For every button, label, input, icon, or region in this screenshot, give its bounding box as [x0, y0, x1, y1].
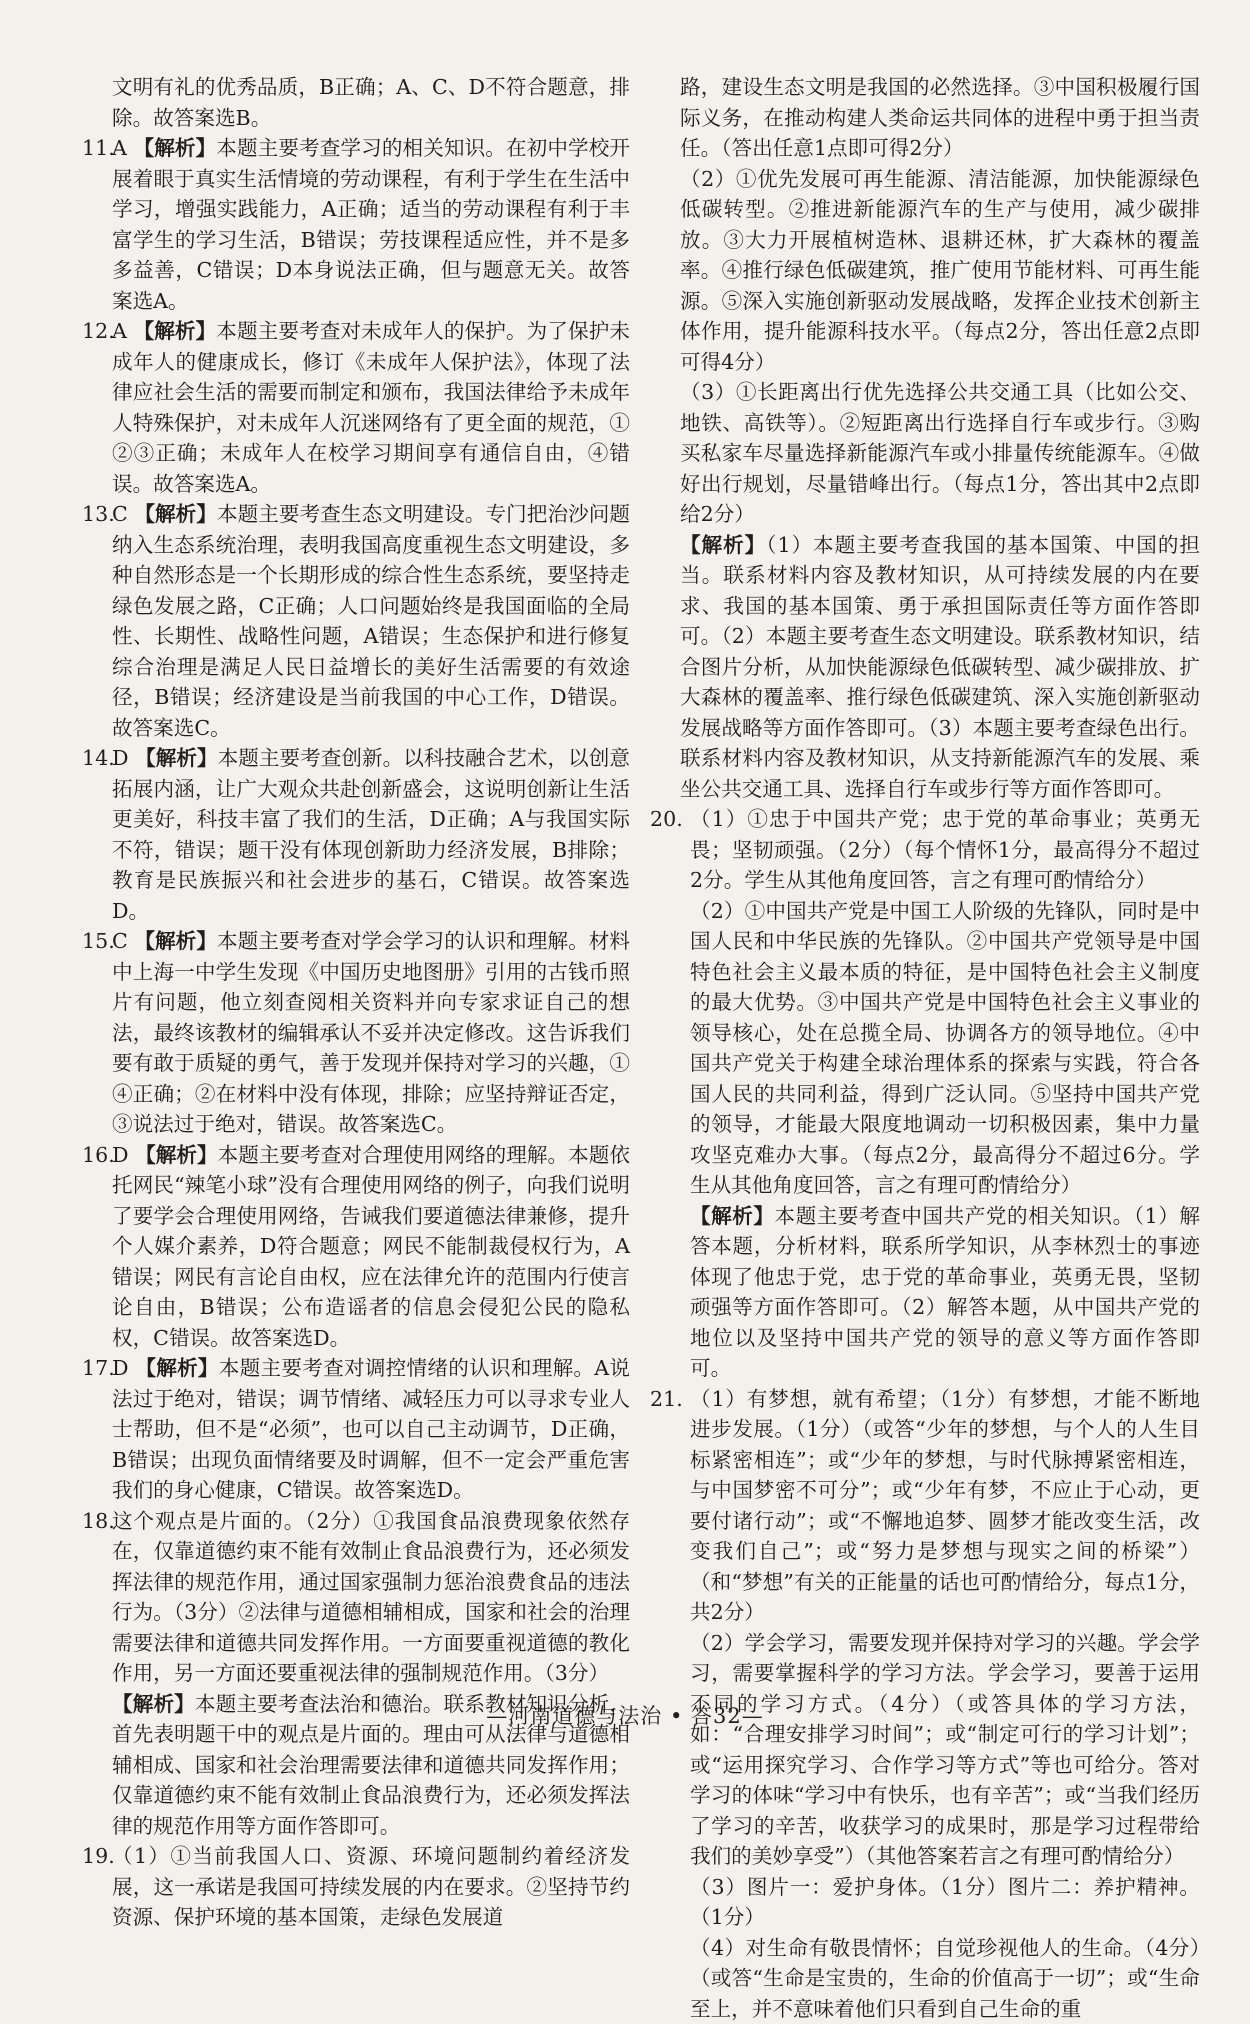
answer-text: （1）①当前我国人口、资源、环境问题制约着经济发展，这一承诺是我国可持续发展的内在要求。②坚持节约资源、保护环境的基本国策，走绿色发展道	[112, 1841, 630, 1933]
analysis-text: 本题主要考查中国共产党的相关知识。（1）解答本题，分析材料，联系所学知识，从李林烈士的事迹体现了他忠于党，忠于党的革命事业，英勇无畏，坚韧顽强等方面作答即可。（2）解答本题，从中国共产党的地位以及坚持中国共产党的领导的意义等方面作答即可。	[690, 1204, 1200, 1381]
answer-letter: A	[112, 136, 127, 160]
answer-text: （3）图片一：爱护身体。（1分）图片二：养护精神。（1分）	[690, 1872, 1200, 1933]
answer-text: 本题主要考查学习的相关知识。在初中学校开展着眼于真实生活情境的劳动课程，有利于学生在生活中学习，增强实践能力，A正确；适当的劳动课程有利于丰富学生的学习生活，B错误；劳技课程适应性，并不是多多益善，C错误；D本身说法正确，但与题意无关。故答案选A。	[112, 136, 630, 313]
answer-item-12	[82, 316, 630, 499]
question-number: 21.	[650, 1384, 683, 1415]
question-number: 20.	[650, 804, 683, 835]
answer-letter: D	[112, 746, 129, 770]
question-number: 13.	[82, 499, 115, 530]
answer-text: 这个观点是片面的。（2分）①我国食品浪费现象依然存在，仅靠道德约束不能有效制止食品浪费行为，还必须发挥法律的规范作用，通过国家强制力惩治浪费食品的违法行为。（3分）②法律与道德相辅相成，国家和社会的治理需要法律和道德共同发挥作用。一方面要重视道德的教化作用，另一方面还要重视法律的强制规范作用。（3分）	[112, 1506, 630, 1689]
answer-item-11	[82, 133, 630, 316]
answer-item-17	[82, 1353, 630, 1506]
analysis-text: 本题主要考查法治和德治。联系教材知识分析，首先表明题干中的观点是片面的。理由可从法律与道德相辅相成、国家和社会治理需要法律和道德共同发挥作用；仅靠道德约束不能有效制止食品浪费行为，还必须发挥法律的规范作用等方面作答即可。	[112, 1692, 630, 1838]
answer-text: （2）①优先发展可再生能源、清洁能源，加快能源绿色低碳转型。②推进新能源汽车的生产与使用，减少碳排放。③大力开展植树造林、退耕还林，扩大森林的覆盖率。④推行绿色低碳建筑，推广使用节能材料、可再生能源。⑤深入实施创新驱动发展战略，发挥企业技术创新主体作用，提升能源科技水平。（每点2分，答出任意2点即可得4分）	[680, 164, 1200, 378]
analysis-tag: 【解析】	[135, 1143, 218, 1167]
answer-text: （3）①长距离出行优先选择公共交通工具（比如公交、地铁、高铁等）。②短距离出行选择自行车或步行。③购买私家车尽量选择新能源汽车或小排量传统能源车。④做好出行规划，尽量错峰出行。（每点1分，答出其中2点即给2分）	[680, 377, 1200, 530]
analysis-text: （1）本题主要考查我国的基本国策、中国的担当。联系材料内容及教材知识，从可持续发展的内在要求、我国的基本国策、勇于承担国际责任等方面作答即可。（2）本题主要考查生态文明建设。联系教材知识，结合图片分析，从加快能源绿色低碳转型、减少碳排放、扩大森林的覆盖率、推行绿色低碳建筑、深入实施创新驱动发展战略等方面作答即可。（3）本题主要考查绿色出行。联系材料内容及教材知识，从支持新能源汽车的发展、乘坐公共交通工具、选择自行车或步行等方面作答即可。	[680, 533, 1200, 801]
answer-text: 本题主要考查对调控情绪的认识和理解。A说法过于绝对，错误；调节情绪、减轻压力可以寻求专业人士帮助，但不是“必须”，也可以自己主动调节，D正确，B错误；出现负面情绪要及时调解，但不一定会严重危害我们的身心健康，C错误。故答案选D。	[112, 1356, 630, 1502]
answer-text: （2）学会学习，需要发现并保持对学习的兴趣。学会学习，需要掌握科学的学习方法。学会学习，要善于运用不同的学习方式。（4分）（或答具体的学习方法，如：“合理安排学习时间”；或“制定可行的学习计划”；或“运用探究学习、合作学习等方式”等也可给分。答对学习的体味“学习中有快乐，也有辛苦”；或“当我们经历了学习的辛苦，收获学习的成果时，那是学习过程带给我们的美妙享受”）（其他答案若言之有理可酌情给分）	[690, 1628, 1200, 1872]
analysis-tag: 【解析】	[134, 502, 217, 526]
analysis-tag: 【解析】	[112, 1692, 195, 1716]
right-column	[650, 72, 1200, 2024]
question-number: 11.	[82, 133, 115, 164]
answer-item-19-cont	[650, 72, 1200, 804]
answer-item-13	[82, 499, 630, 743]
answer-item-18	[82, 1506, 630, 1842]
analysis-tag: 【解析】	[680, 533, 766, 557]
answer-text: （4）对生命有敬畏情怀；自觉珍视他人的生命。（4分）（或答“生命是宝贵的，生命的价值高于一切”；或“生命至上，并不意味着他们只看到自己生命的重	[690, 1933, 1200, 2024]
answer-text: 本题主要考查创新。以科技融合艺术，以创意拓展内涵，让广大观众共赴创新盛会，这说明创新让生活更美好，科技丰富了我们的生活，D正确；A与我国实际不符，错误；题干没有体现创新助力经济发展，B排除；教育是民族振兴和社会进步的基石，C错误。故答案选D。	[112, 746, 630, 923]
question-number: 14.	[82, 743, 115, 774]
answer-item-15	[82, 926, 630, 1140]
answer-item-19	[82, 1841, 630, 1933]
answer-letter: C	[112, 502, 128, 526]
answer-text: 文明有礼的优秀品质，B正确；A、C、D不符合题意，排除。故答案选B。	[112, 72, 630, 133]
answer-letter: C	[112, 929, 128, 953]
question-number: 15.	[82, 926, 115, 957]
answer-item-20	[650, 804, 1200, 1384]
page-footer: —河南道德与法治 • 答32—	[0, 1700, 1250, 1730]
analysis-tag: 【解析】	[690, 1204, 775, 1228]
answer-item-14	[82, 743, 630, 926]
question-number: 17.	[82, 1353, 115, 1384]
question-number: 16.	[82, 1140, 115, 1171]
answer-letter: A	[112, 319, 127, 343]
answer-text: 本题主要考查对合理使用网络的理解。本题依托网民“辣笔小球”没有合理使用网络的例子，向我们说明了要学会合理使用网络，告诫我们要道德法律兼修，提升个人媒介素养，D符合题意；网民不能制裁侵权行为，A错误；网民有言论自由权，应在法律允许的范围内行使言论自由，B错误；公布造谣者的信息会侵犯公民的隐私权，C错误。故答案选D。	[112, 1143, 630, 1350]
answer-item-16	[82, 1140, 630, 1354]
analysis-tag: 【解析】	[134, 319, 217, 343]
question-number: 19.	[82, 1841, 115, 1872]
answer-text: （1）①忠于中国共产党；忠于党的革命事业；英勇无畏；坚韧顽强。（2分）（每个情怀1分，最高得分不超过2分。学生从其他角度回答，言之有理可酌情给分）	[690, 804, 1200, 896]
answer-text: （2）①中国共产党是中国工人阶级的先锋队，同时是中国人民和中华民族的先锋队。②中国共产党领导是中国特色社会主义最本质的特征，是中国特色社会主义制度的最大优势。③中国共产党是中国特色社会主义事业的领导核心，处在总揽全局、协调各方的领导地位。④中国共产党关于构建全球治理体系的探索与实践，符合各国人民的共同利益，得到广泛认同。⑤坚持中国共产党的领导，才能最大限度地调动一切积极因素，集中力量攻坚克难办大事。（每点2分，最高得分不超过6分。学生从其他角度回答，言之有理可酌情给分）	[690, 896, 1200, 1201]
analysis-tag: 【解析】	[135, 746, 218, 770]
question-number: 12.	[82, 316, 115, 347]
analysis-tag: 【解析】	[134, 929, 217, 953]
answer-text: 本题主要考查对学会学习的认识和理解。材料中上海一中学生发现《中国历史地图册》引用的古钱币照片有问题，他立刻查阅相关资料并向专家求证自己的想法，最终该教材的编辑承认不妥并决定修改。这告诉我们要有敢于质疑的勇气，善于发现并保持对学习的兴趣，①④正确；②在材料中没有体现，排除；应坚持辩证否定，③说法过于绝对，错误。故答案选C。	[112, 929, 630, 1136]
analysis-tag: 【解析】	[135, 1356, 218, 1380]
answer-text: 本题主要考查对未成年人的保护。为了保护未成年人的健康成长，修订《未成年人保护法》，体现了法律应社会生活的需要而制定和颁布，我国法律给予未成年人特殊保护，对未成年人沉迷网络有了更全面的规范，①②③正确；未成年人在校学习期间享有通信自由，④错误。故答案选A。	[112, 319, 630, 496]
answer-text: 路，建设生态文明是我国的必然选择。③中国积极履行国际义务，在推动构建人类命运共同体的进程中勇于担当责任。（答出任意1点即可得2分）	[680, 72, 1200, 164]
answer-letter: D	[112, 1356, 129, 1380]
question-number: 18.	[82, 1506, 115, 1537]
left-column	[82, 72, 630, 1933]
answer-item-10-cont	[82, 72, 630, 133]
analysis-tag: 【解析】	[134, 136, 217, 160]
answer-text: （1）有梦想，就有希望；（1分）有梦想，才能不断地进步发展。（1分）（或答“少年的梦想，与个人的人生目标紧密相连”；或“少年的梦想，与时代脉搏紧密相连，与中国梦密不可分”；或“少年有梦，不应止于心动，更要付诸行动”；或“不懈地追梦、圆梦才能改变生活，改变我们自己”；或“努力是梦想与现实之间的桥梁”）（和“梦想”有关的正能量的话也可酌情给分，每点1分，共2分）	[690, 1384, 1200, 1628]
answer-text: 本题主要考查生态文明建设。专门把治沙问题纳入生态系统治理，表明我国高度重视生态文明建设，多种自然形态是一个长期形成的综合性生态系统，要坚持走绿色发展之路，C正确；人口问题始终是我国面临的全局性、长期性、战略性问题，A错误；生态保护和进行修复综合治理是满足人民日益增长的美好生活需要的有效途径，B错误；经济建设是当前我国的中心工作，D错误。故答案选C。	[112, 502, 630, 740]
answer-letter: D	[112, 1143, 129, 1167]
